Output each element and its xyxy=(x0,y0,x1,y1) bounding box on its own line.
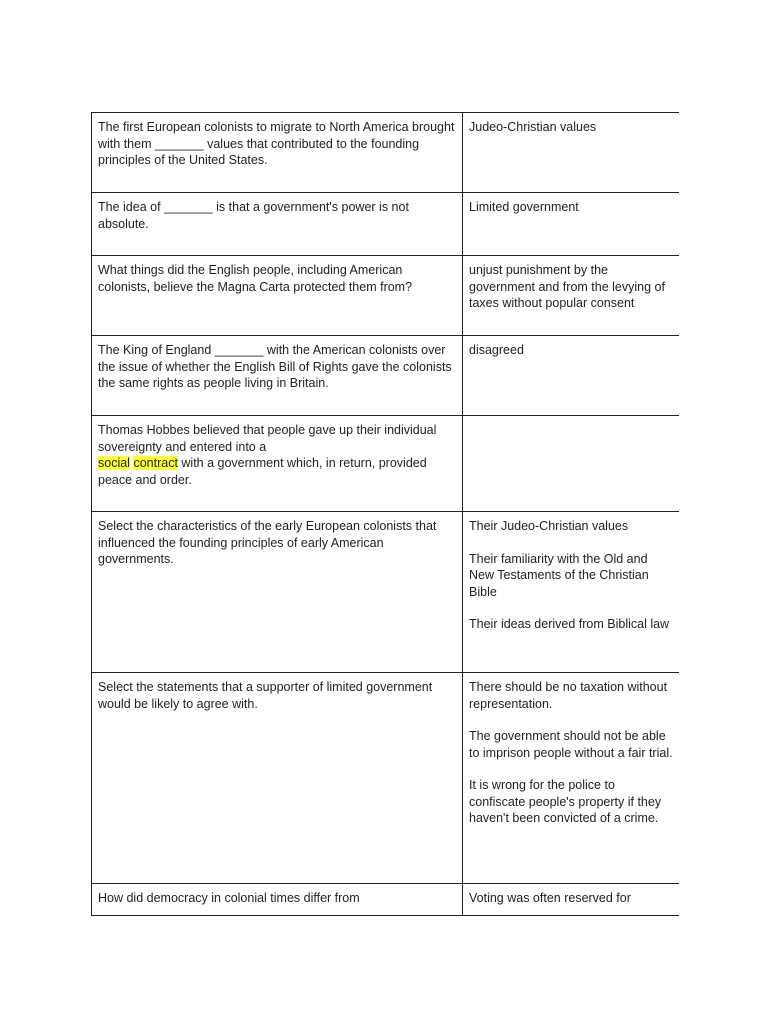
answer-text: Limited government xyxy=(469,200,579,214)
question-cell: The first European colonists to migrate to North America brought with them _______ values that contributed to the founding principles of the United States. xyxy=(92,113,463,193)
table-row xyxy=(92,113,680,193)
question-cell xyxy=(92,416,463,512)
answer-cell xyxy=(463,416,680,512)
table-row xyxy=(92,336,680,416)
question-cell: Select the characteristics of the early European colonists that influenced the founding principles of early American governments. xyxy=(92,512,463,673)
question-text: Thomas Hobbes believed that people gave up their individual sovereignty and entered into a xyxy=(98,423,437,454)
answer-text: Their ideas derived from Biblical law xyxy=(469,617,670,631)
highlighted-term: contract xyxy=(133,456,178,470)
answer-cell xyxy=(463,884,680,916)
table-row xyxy=(92,884,680,916)
answer-cell xyxy=(463,336,680,416)
answer-text: The government should not be able to imprison people without a fair trial. xyxy=(469,729,673,760)
table-row xyxy=(92,512,680,673)
question-answer-table xyxy=(91,112,679,916)
question-cell: The idea of _______ is that a government's power is not absolute. xyxy=(92,193,463,256)
question-text: with a government which, in return, provided peace and order. xyxy=(98,456,427,487)
table-row xyxy=(92,193,680,256)
answer-text: Their familiarity with the Old and New Testaments of the Christian Bible xyxy=(469,551,649,599)
table-row xyxy=(92,416,680,512)
flashcard-sheet xyxy=(91,112,679,916)
answer-text: Judeo-Christian values xyxy=(469,120,597,134)
answer-cell xyxy=(463,512,680,673)
answer-cell xyxy=(463,193,680,256)
question-cell: How did democracy in colonial times differ from xyxy=(92,884,463,916)
answer-text: Voting was often reserved for xyxy=(469,891,631,905)
answer-cell xyxy=(463,673,680,884)
question-cell: The King of England _______ with the American colonists over the issue of whether the English Bill of Rights gave the colonists the same rights as people living in Britain. xyxy=(92,336,463,416)
question-cell: What things did the English people, including American colonists, believe the Magna Carta protected them from? xyxy=(92,256,463,336)
answer-text: disagreed xyxy=(469,343,524,357)
question-cell: Select the statements that a supporter of limited government would be likely to agree with. xyxy=(92,673,463,884)
answer-text: There should be no taxation without representation. xyxy=(469,680,668,711)
answer-cell xyxy=(463,256,680,336)
table-row xyxy=(92,673,680,884)
answer-text: unjust punishment by the government and from the levying of taxes without popular consent xyxy=(469,263,665,310)
highlighted-term: social xyxy=(98,456,130,470)
answer-text: It is wrong for the police to confiscate people's property if they haven't been convicted of a crime. xyxy=(469,778,662,825)
table-row xyxy=(92,256,680,336)
answer-text: Their Judeo-Christian values xyxy=(469,519,629,533)
answer-cell xyxy=(463,113,680,193)
